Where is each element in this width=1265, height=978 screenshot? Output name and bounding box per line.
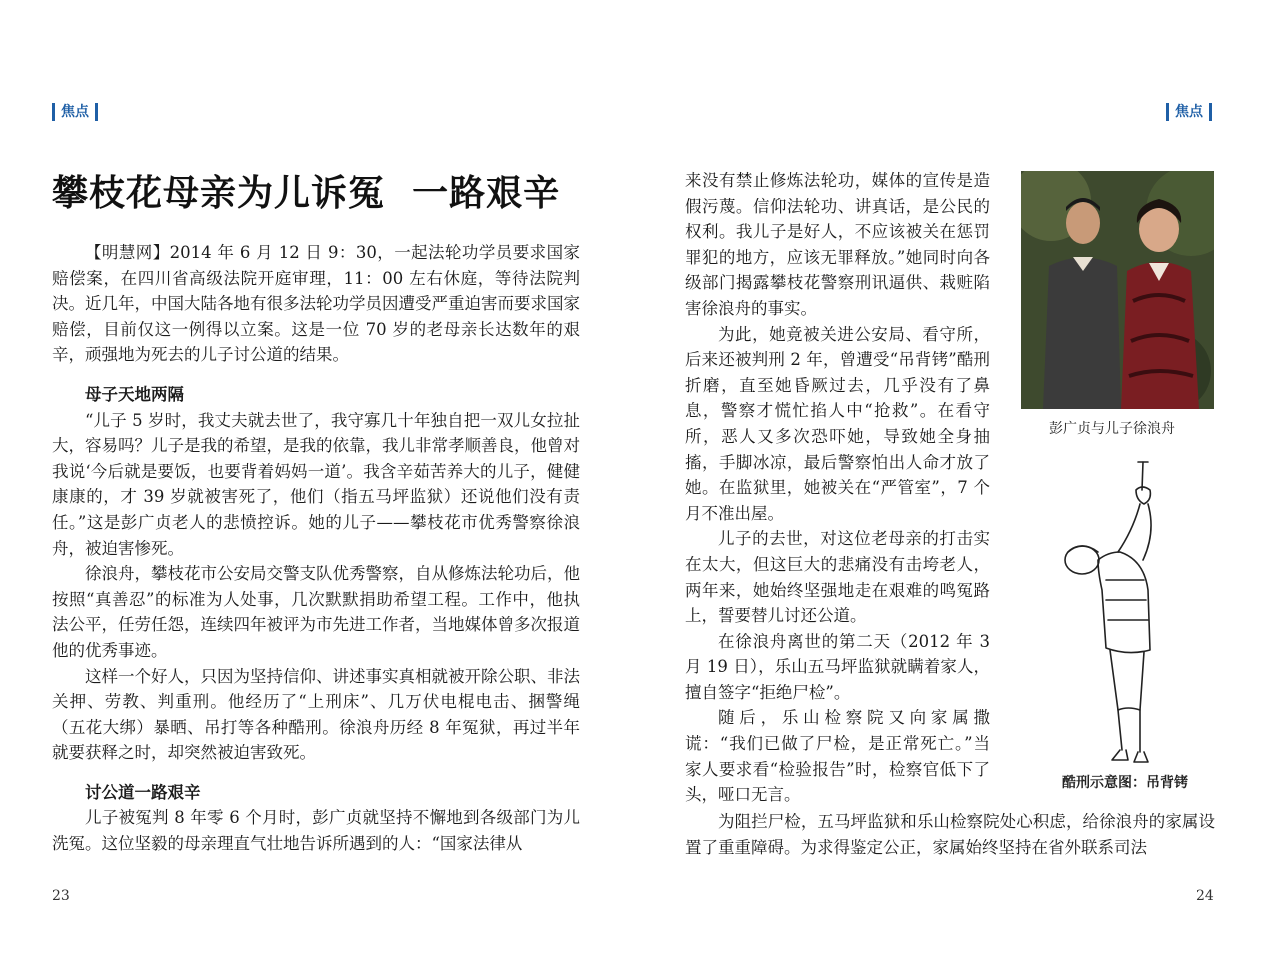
illustration-caption: 酷刑示意图：吊背铐 bbox=[1062, 775, 1188, 791]
section-tag-left: 焦点 bbox=[52, 103, 98, 121]
paragraph: 儿子的去世，对这位老母亲的打击实在太大，但这巨大的悲痛没有击垮老人，两年来，她始终坚强地走在艰难的鸣冤路上，誓要替儿讨还公道。 bbox=[685, 529, 990, 626]
paragraph: “儿子 5 岁时，我丈夫就去世了，我守寡几十年独自把一双儿女拉扯大，容易吗？儿子是我的希望，是我的依靠，我儿非常孝顺善良，他曾对我说‘今后就是要饭，也要背着妈妈一道’。我含辛茹苦养大的儿子，健健康康的，才 39 岁就被害死了，他们（指五马坪监狱）还说他们没有责任。”这是彭广贞老人的悲愤控诉。她的儿子——攀枝花市优秀警察徐浪舟，被迫害惨死。 bbox=[52, 410, 580, 558]
page-number-left: 23 bbox=[52, 888, 70, 904]
paragraph: 在徐浪舟离世的第二天（2012 年 3 月 19 日），乐山五马坪监狱就瞒着家人，擅自签字“拒绝尸检”。 bbox=[685, 631, 990, 702]
paragraph: 为阻拦尸检，五马坪监狱和乐山检察院处心积虑，给徐浪舟的家属设置了重重障碍。为求得鉴定公正，家属始终坚持在省外联系司法 bbox=[685, 812, 1215, 857]
intro-paragraph: 【明慧网】2014 年 6 月 12 日 9：30，一起法轮功学员要求国家赔偿案，在四川省高级法院开庭审理，11：00 左右休庭，等待法院判决。近几年，中国大陆各地有很多法轮功学员因遭受严重迫害而要求国家赔偿，目前仅这一例得以立案。这是一位 70 岁的老母亲长达数年的艰辛，顽强地为死去的儿子讨公道的结果。 bbox=[52, 243, 580, 365]
mother-son-photo bbox=[1021, 171, 1214, 409]
paragraph: 徐浪舟，攀枝花市公安局交警支队优秀警察，自从修炼法轮功后，他按照“真善忍”的标准为人处事，几次默默捐助希望工程。工作中，他执法公平，任劳任怨，连续四年被评为市先进工作者，当地媒体曾多次报道他的优秀事迹。 bbox=[52, 564, 580, 660]
bottom-paragraph-block bbox=[685, 809, 1215, 860]
paragraph: 儿子被冤判 8 年零 6 个月时，彭广贞就坚持不懈地到各级部门为儿洗冤。这位坚毅的母亲理直气壮地告诉所遇到的人：“国家法律从 bbox=[52, 808, 580, 854]
paragraph: 随后，乐山检察院又向家属撒谎：“我们已做了尸检，是正常死亡。”当家人要求看“检验报告”时，检察官低下了头，哑口无言。 bbox=[685, 708, 990, 805]
photo-caption: 彭广贞与儿子徐浪舟 bbox=[1049, 421, 1175, 437]
paragraph: 这样一个好人，只因为坚持信仰、讲述事实真相就被开除公职、非法关押、劳教、判重刑。他经历了“上刑床”、几万伏电棍电击、捆警绳（五花大绑）暴晒、吊打等各种酷刑。徐浪舟历经 8 年冤狱，再过半年就要获释之时，却突然被迫害致死。 bbox=[52, 666, 580, 763]
section-heading-2: 讨公道一路艰辛 bbox=[85, 782, 201, 802]
torture-illustration bbox=[1048, 460, 1198, 765]
photo-image bbox=[1021, 171, 1214, 409]
article-title: 攀枝花母亲为儿诉冤 一路艰辛 bbox=[52, 173, 561, 214]
section-heading-1: 母子天地两隔 bbox=[85, 384, 184, 404]
section-tag-right: 焦点 bbox=[1166, 103, 1212, 121]
left-column bbox=[52, 240, 580, 857]
page-number-right: 24 bbox=[1196, 888, 1214, 904]
right-column bbox=[685, 168, 990, 808]
paragraph: 来没有禁止修炼法轮功，媒体的宣传是造假污蔑。信仰法轮功、讲真话，是公民的权利。我儿子是好人，不应该被关在惩罚罪犯的地方，应该无罪释放。”她同时向各级部门揭露攀枝花警察刑讯逼供、栽赃陷害徐浪舟的事实。 bbox=[685, 171, 990, 318]
paragraph: 为此，她竟被关进公安局、看守所，后来还被判刑 2 年，曾遭受“吊背铐”酷刑折磨，直至她昏厥过去，几乎没有了鼻息，警察才慌忙掐人中“抢救”。在看守所，恶人又多次恐吓她，导致她全身抽搐，手脚冰凉，最后警察怕出人命才放了她。在监狱里，她被关在“严管室”，7 个月不准出屋。 bbox=[685, 324, 990, 523]
